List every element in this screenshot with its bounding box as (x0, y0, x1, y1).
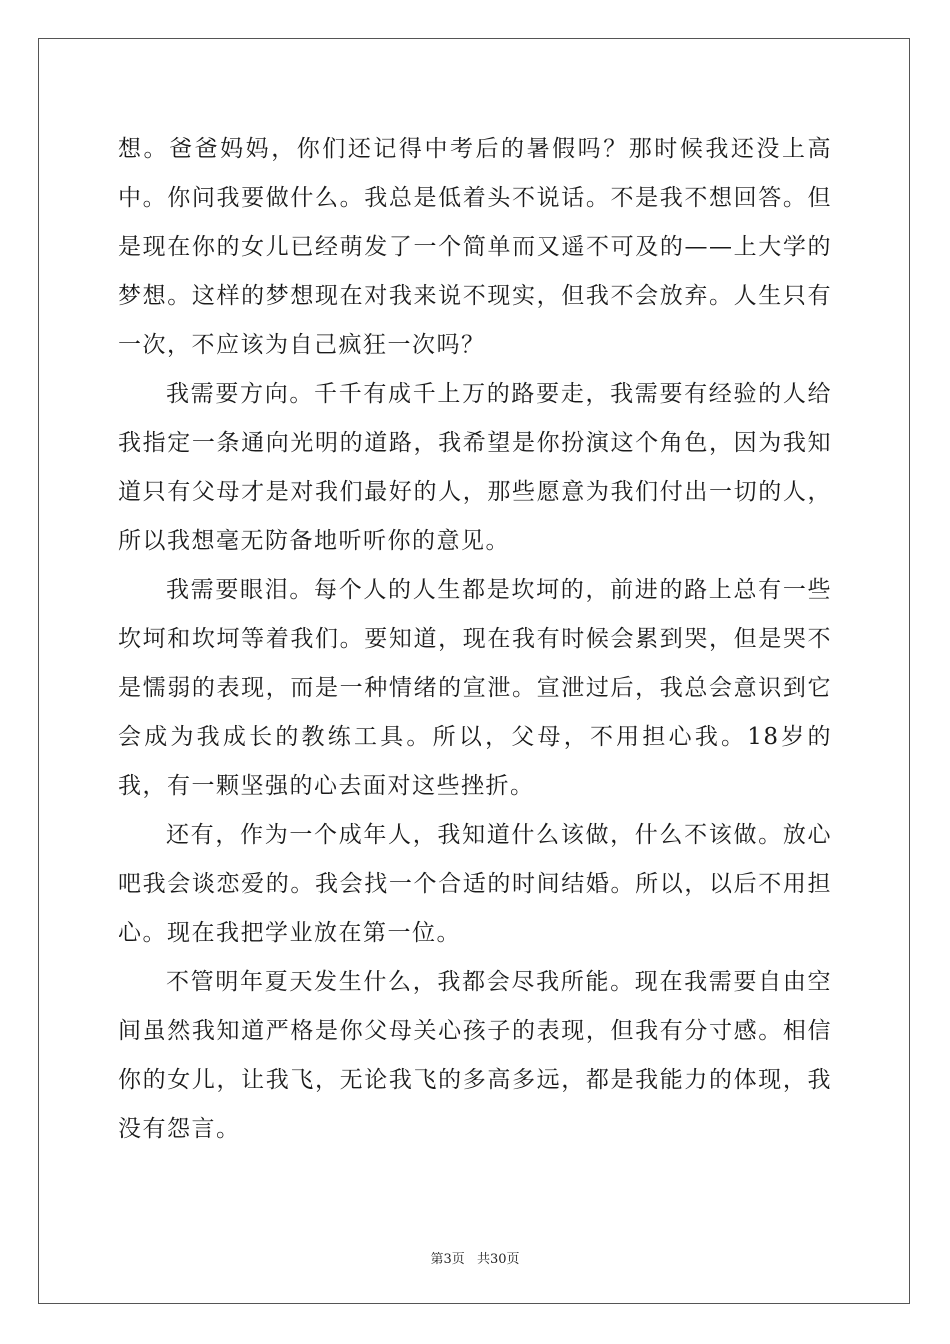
paragraph-3: 我需要眼泪。每个人的人生都是坎坷的，前进的路上总有一些坎坷和坎坷等着我们。要知道，现在我有时候会累到哭，但是哭不是懦弱的表现，而是一种情绪的宣泄。宣泄过后，我总会意识到它会成为我成长的教练工具。所以，父母，不用担心我。18岁的我，有一颗坚强的心去面对这些挫折。 (118, 577, 832, 799)
page-footer (0, 1248, 950, 1267)
paragraph-4: 还有，作为一个成年人，我知道什么该做，什么不该做。放心吧我会谈恋爱的。我会找一个合适的时间结婚。所以，以后不用担心。现在我把学业放在第一位。 (118, 822, 832, 946)
page-number: 第3页 (430, 1252, 465, 1267)
document-body (118, 125, 832, 1154)
paragraph-5: 不管明年夏天发生什么，我都会尽我所能。现在我需要自由空间虽然我知道严格是你父母关心孩子的表现，但我有分寸感。相信你的女儿，让我飞，无论我飞的多高多远，都是我能力的体现，我没有怨言。 (118, 969, 832, 1142)
paragraph-2: 我需要方向。千千有成千上万的路要走，我需要有经验的人给我指定一条通向光明的道路，我希望是你扮演这个角色，因为我知道只有父母才是对我们最好的人，那些愿意为我们付出一切的人，所以我想毫无防备地听听你的意见。 (118, 381, 832, 554)
paragraph-1: 想。爸爸妈妈，你们还记得中考后的暑假吗？那时候我还没上高中。你问我要做什么。我总是低着头不说话。不是我不想回答。但是现在你的女儿已经萌发了一个简单而又遥不可及的——上大学的梦想。这样的梦想现在对我来说不现实，但我不会放弃。人生只有一次，不应该为自己疯狂一次吗？ (118, 136, 832, 358)
page-total: 共30页 (476, 1252, 520, 1267)
